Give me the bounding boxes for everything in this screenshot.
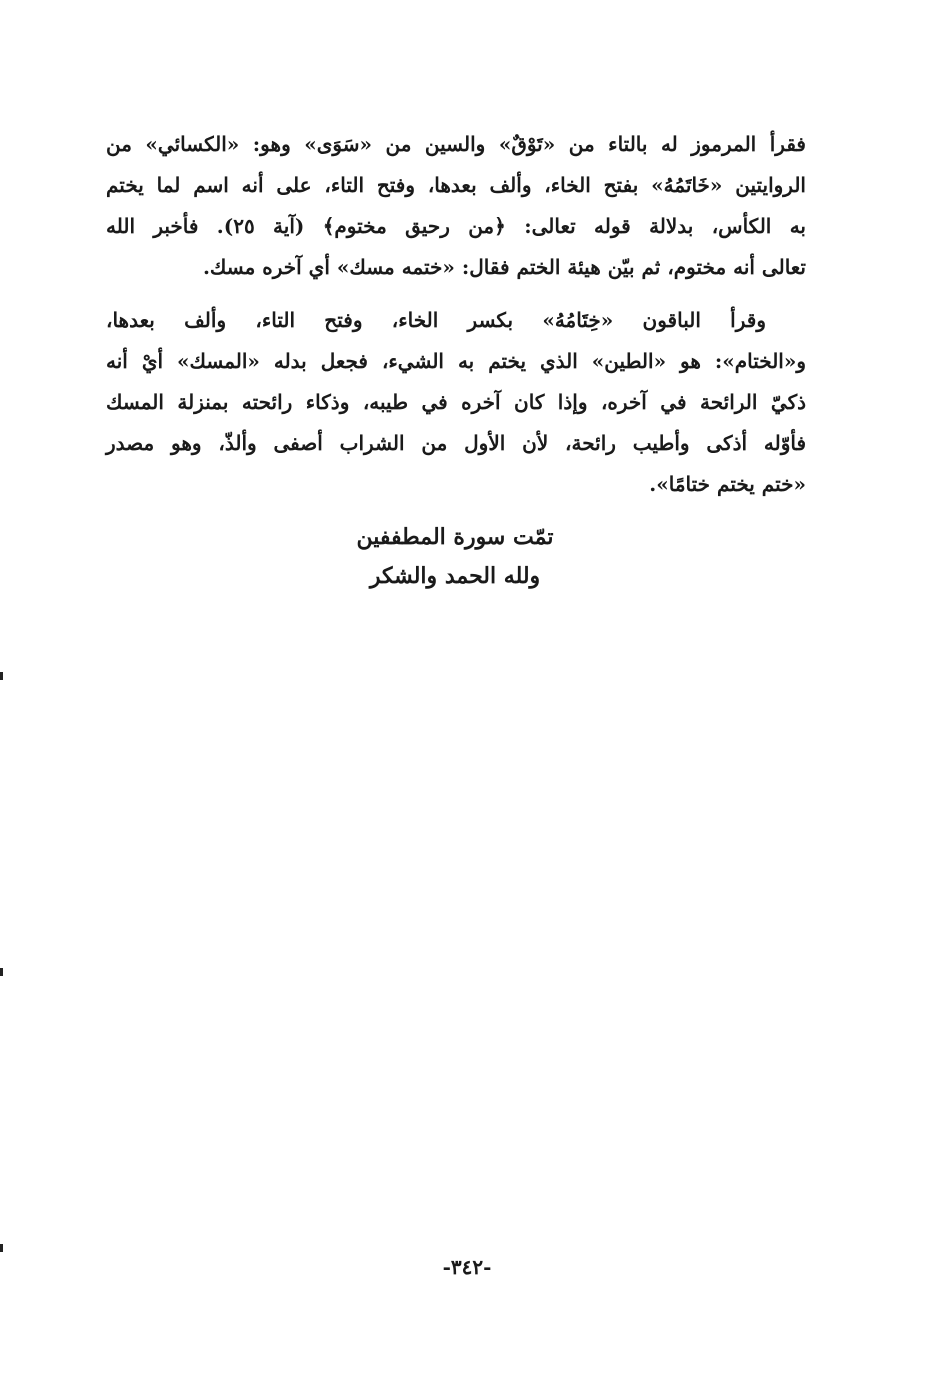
praise-line: ولله الحمد والشكر <box>369 563 541 589</box>
paragraph-1-line: به الكأس، بدلالة قوله تعالى: ﴿من رحيق مختوم﴾ (آية ٢٥). فأخبر الله <box>106 214 806 238</box>
paragraph-1-line: تعالى أنه مختوم، ثم بيّن هيئة الختم فقال: «ختمه مسك» أي آخره مسك. <box>202 255 806 279</box>
scan-speck <box>0 1244 3 1252</box>
paragraph-2-line: وقرأ الباقون «خِتَامُهُ» بكسر الخاء، وفتح التاء، وألف بعدها، <box>106 308 766 332</box>
page-number: -٣٤٢- <box>442 1255 492 1279</box>
paragraph-2-line: ذكيّ الرائحة في آخره، وإذا كان آخره في طيبه، وذكاء رائحته بمنزلة المسك <box>106 390 806 414</box>
surah-end-heading: تمّت سورة المطففين <box>356 524 554 550</box>
scan-speck <box>0 968 3 976</box>
paragraph-1-text <box>106 124 806 288</box>
paragraph-2-line: و«الختام»: هو «الطين» الذي يختم به الشيء، فجعل بدله «المسك» أيْ أنه <box>106 349 806 373</box>
paragraph-2 <box>106 300 806 505</box>
paragraph-1-line: فقرأ المرموز له بالتاء من «تَوْقٌ» والسين من «سَوَى» وهو: «الكسائي» من <box>106 132 806 156</box>
scan-speck <box>0 672 3 680</box>
paragraph-2-text <box>106 300 806 505</box>
paragraph-2-line: «ختم يختم ختامًا». <box>649 472 806 496</box>
paragraph-1 <box>106 124 806 288</box>
paragraph-2-line: فأوّله أذكى وأطيب رائحة، لأن الأول من الشراب أصفى وألذّ، وهو مصدر <box>106 431 806 455</box>
paragraph-1-line: الروايتين «خَاتَمُهُ» بفتح الخاء، وألف بعدها، وفتح التاء، على أنه اسم لما يختم <box>106 173 806 197</box>
